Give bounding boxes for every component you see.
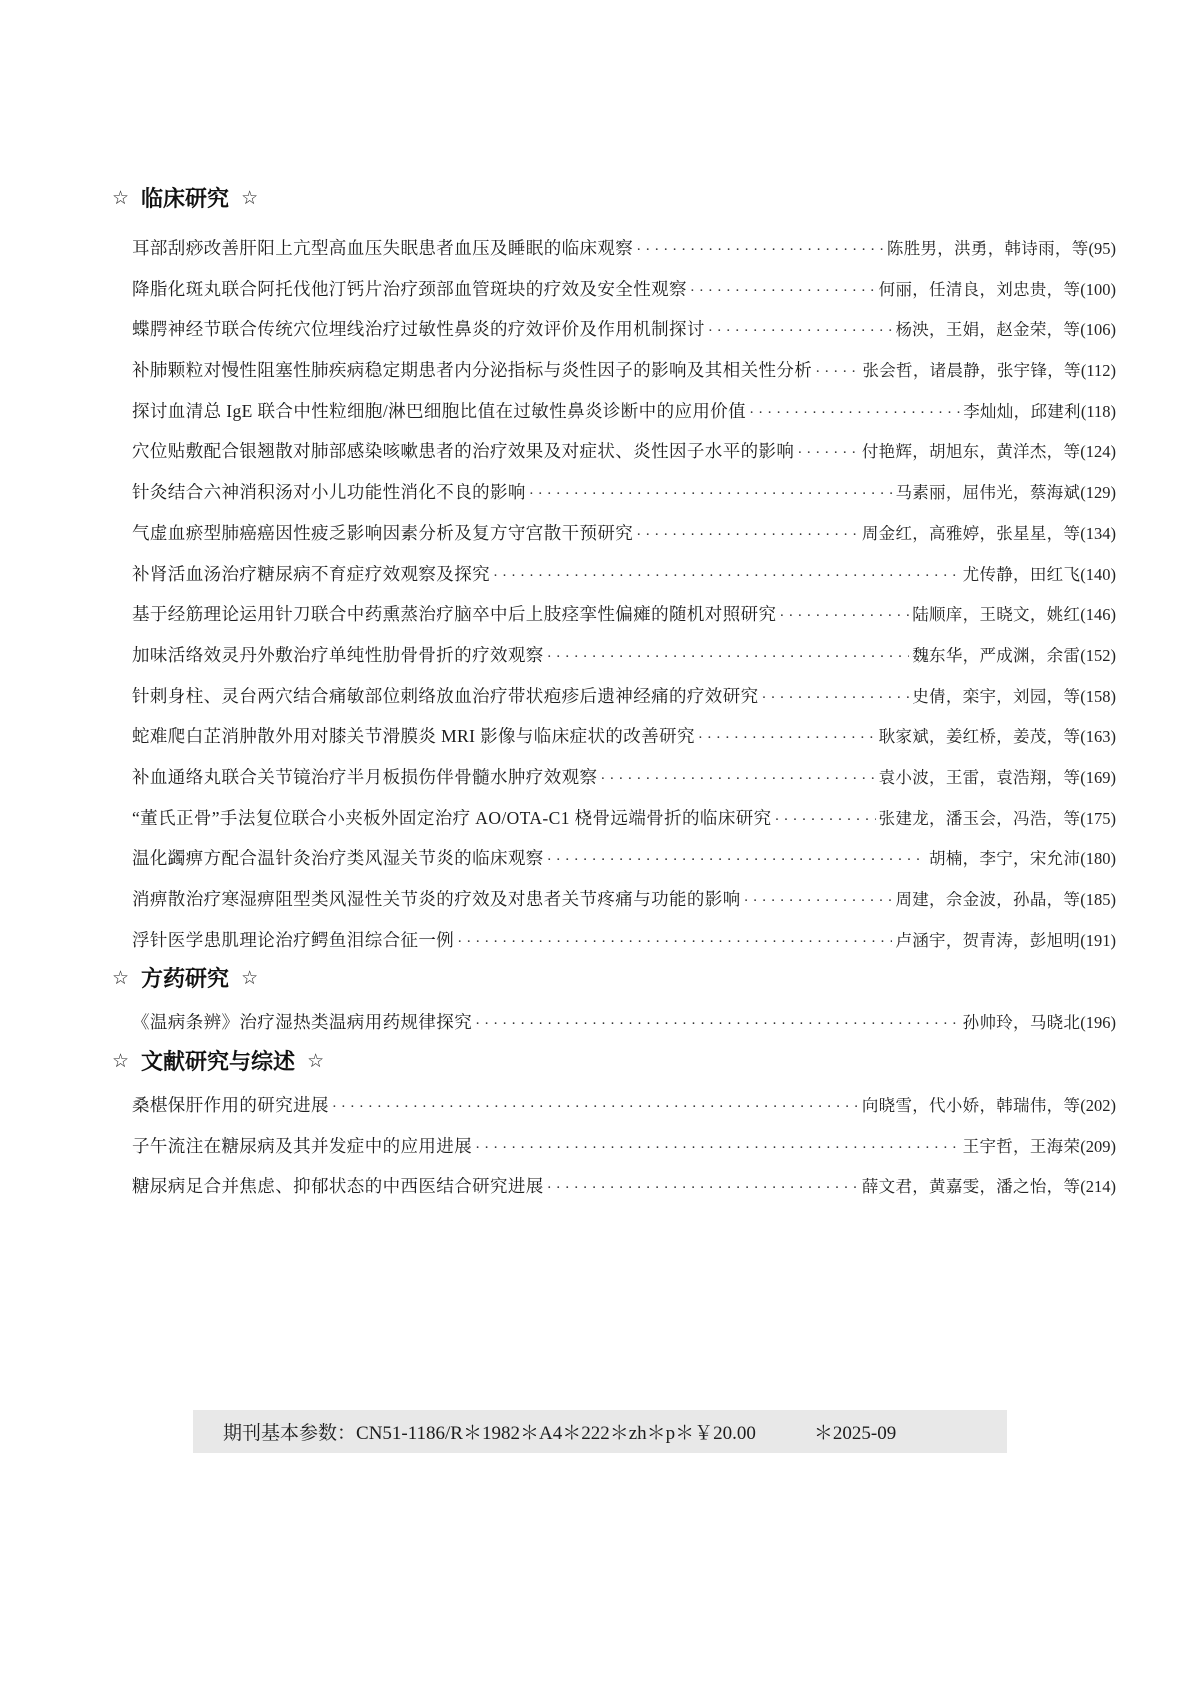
dot-leader <box>636 515 859 554</box>
article-title: 针刺身柱、灵台两穴结合痛敏部位刺络放血治疗带状疱疹后遗神经痛的疗效研究 <box>132 685 759 706</box>
article-title: 穴位贴敷配合银翘散对肺部感染咳嗽患者的治疗效果及对症状、炎性因子水平的影响 <box>132 441 795 462</box>
dot-leader <box>600 759 875 798</box>
article-page-number: (106) <box>1080 320 1116 340</box>
journal-issue: ＊2025-09 <box>813 1423 897 1444</box>
article-title: 《温病条辨》治疗湿热类温病用药规律探究 <box>132 1012 473 1033</box>
article-title: 补肾活血汤治疗糖尿病不育症疗效观察及探究 <box>132 563 490 584</box>
dot-leader <box>779 596 909 635</box>
article-page-number: (124) <box>1080 442 1116 462</box>
toc-entry <box>112 676 1116 717</box>
article-page-number: (134) <box>1080 523 1116 543</box>
article-title: 温化蠲痹方配合温针灸治疗类风湿关节炎的临床观察 <box>132 848 544 869</box>
article-authors: 史倩，栾宇，刘园，等 <box>912 686 1081 706</box>
article-authors: 王宇哲，王海荣 <box>962 1136 1081 1156</box>
star-icon: ☆ <box>241 968 259 990</box>
section-title: 临床研究 <box>141 186 230 211</box>
toc-entry <box>112 920 1116 961</box>
table-of-contents <box>112 186 1116 1207</box>
article-page-number: (209) <box>1080 1136 1116 1156</box>
article-title: 蛇难爬白芷消肿散外用对膝关节滑膜炎 MRI 影像与临床症状的改善研究 <box>132 726 695 747</box>
toc-entry <box>112 635 1116 676</box>
journal-parameters-bar <box>193 1410 1007 1453</box>
dot-leader <box>332 1087 859 1126</box>
dot-leader <box>475 1004 960 1043</box>
dot-leader <box>708 311 893 350</box>
toc-entry <box>112 309 1116 350</box>
article-title: 桑椹保肝作用的研究进展 <box>132 1095 329 1116</box>
article-title: 加味活络效灵丹外敷治疗单纯性肋骨骨折的疗效观察 <box>132 644 544 665</box>
article-page-number: (158) <box>1080 686 1116 706</box>
toc-entry <box>112 431 1116 472</box>
star-icon: ☆ <box>307 1051 325 1073</box>
dot-leader <box>636 230 884 269</box>
article-title: “董氏正骨”手法复位联合小夹板外固定治疗 AO/OTA-C1 桡骨远端骨折的临床研究 <box>132 807 772 828</box>
article-page-number: (175) <box>1080 808 1116 828</box>
article-page-number: (129) <box>1080 483 1116 503</box>
toc-entry <box>112 757 1116 798</box>
toc-entry <box>112 472 1116 513</box>
toc-entry <box>112 1166 1116 1207</box>
section-header-clinical-research <box>112 186 1116 212</box>
article-page-number: (146) <box>1080 605 1116 625</box>
article-title: 蝶腭神经节联合传统穴位埋线治疗过敏性鼻炎的疗效评价及作用机制探讨 <box>132 319 705 340</box>
section-title: 文献研究与综述 <box>141 1049 296 1075</box>
article-page-number: (140) <box>1080 564 1116 584</box>
toc-entry <box>112 594 1116 635</box>
article-page-number: (100) <box>1080 279 1116 299</box>
dot-leader <box>547 1168 859 1207</box>
article-page-number: (95) <box>1088 239 1116 258</box>
article-title: 基于经筋理论运用针刀联合中药熏蒸治疗脑卒中后上肢痉挛性偏瘫的随机对照研究 <box>132 604 777 625</box>
dot-leader <box>529 474 893 513</box>
toc-entry <box>112 1002 1116 1043</box>
article-title: 气虚血瘀型肺癌癌因性疲乏影响因素分析及复方守宫散干预研究 <box>132 522 634 543</box>
dot-leader <box>547 840 926 879</box>
toc-entry <box>112 1085 1116 1126</box>
star-icon: ☆ <box>112 188 130 209</box>
dot-leader <box>698 718 876 757</box>
article-authors: 袁小波，王雷，袁浩翔，等 <box>878 767 1081 787</box>
dot-leader <box>815 352 859 391</box>
article-authors: 孙帅玲，马晓北 <box>962 1013 1081 1033</box>
section-header-literature-review <box>112 1049 1116 1075</box>
dot-leader <box>457 922 892 961</box>
article-page-number: (180) <box>1080 849 1116 869</box>
article-page-number: (202) <box>1080 1096 1116 1116</box>
article-title: 降脂化斑丸联合阿托伐他汀钙片治疗颈部血管斑块的疗效及安全性观察 <box>132 278 687 299</box>
article-authors: 马素丽，屈伟光，蔡海斌 <box>895 483 1081 503</box>
article-page-number: (118) <box>1080 401 1116 421</box>
article-authors: 卢涵宇，贺青涛，彭旭明 <box>895 930 1081 950</box>
article-authors: 张会哲，诸晨静，张宇锋，等 <box>862 361 1081 381</box>
article-authors: 胡楠，李宁，宋允沛 <box>929 849 1081 869</box>
article-authors: 魏东华，严成渊，余雷 <box>912 645 1081 665</box>
article-authors: 杨泱，王娟，赵金荣，等 <box>895 320 1081 340</box>
article-page-number: (112) <box>1080 361 1116 381</box>
article-authors: 周建，佘金波，孙晶，等 <box>895 890 1081 909</box>
article-page-number: (185) <box>1080 890 1116 909</box>
toc-entry <box>112 838 1116 879</box>
article-page-number: (152) <box>1080 645 1116 665</box>
toc-entry <box>112 513 1116 554</box>
article-title: 子午流注在糖尿病及其并发症中的应用进展 <box>132 1135 473 1156</box>
article-authors: 薛文君，黄嘉雯，潘之怡，等 <box>861 1177 1081 1197</box>
article-page-number: (163) <box>1080 727 1116 747</box>
toc-entry <box>112 798 1116 839</box>
section-title: 方药研究 <box>141 966 230 992</box>
article-page-number: (214) <box>1080 1177 1116 1197</box>
journal-parameters-value: CN51-1186/R＊1982＊A4＊222＊zh＊p＊￥20.00 <box>356 1423 756 1444</box>
article-authors: 李灿灿，邱建利 <box>963 401 1081 421</box>
star-icon: ☆ <box>112 968 130 990</box>
article-title: 消痹散治疗寒湿痹阻型类风湿性关节炎的疗效及对患者关节疼痛与功能的影响 <box>132 889 741 909</box>
toc-entry <box>112 350 1116 391</box>
article-page-number: (196) <box>1080 1013 1116 1033</box>
dot-leader <box>744 881 893 920</box>
article-authors: 陆顺庠，王晓文，姚红 <box>912 605 1081 625</box>
star-icon: ☆ <box>112 1051 130 1073</box>
article-title: 补血通络丸联合关节镜治疗半月板损伤伴骨髓水肿疗效观察 <box>132 766 598 787</box>
dot-leader <box>762 678 910 717</box>
dot-leader <box>475 1128 960 1167</box>
article-title: 耳部刮痧改善肝阳上亢型高血压失眠患者血压及睡眠的临床观察 <box>132 238 634 258</box>
article-title: 糖尿病足合并焦虑、抑郁状态的中西医结合研究进展 <box>132 1176 544 1197</box>
article-title: 补肺颗粒对慢性阻塞性肺疾病稳定期患者内分泌指标与炎性因子的影响及其相关性分析 <box>132 360 813 381</box>
dot-leader <box>775 800 876 839</box>
toc-entry <box>112 879 1116 920</box>
article-authors: 陈胜男，洪勇，韩诗雨，等 <box>886 239 1089 258</box>
toc-entry <box>112 1126 1116 1167</box>
toc-entry <box>112 269 1116 310</box>
article-authors: 尤传静，田红飞 <box>962 564 1081 584</box>
article-authors: 付艳辉，胡旭东，黄洋杰，等 <box>861 442 1081 462</box>
article-title: 探讨血清总 IgE 联合中性粒细胞/淋巴细胞比值在过敏性鼻炎诊断中的应用价值 <box>132 400 747 421</box>
journal-parameters-label: 期刊基本参数： <box>223 1423 357 1444</box>
article-title: 浮针医学患肌理论治疗鳄鱼泪综合征一例 <box>132 929 455 950</box>
star-icon: ☆ <box>241 188 259 209</box>
article-authors: 周金红，高雅婷，张星星，等 <box>861 523 1081 543</box>
article-title: 针灸结合六神消积汤对小儿功能性消化不良的影响 <box>132 482 526 503</box>
article-authors: 张建龙，潘玉会，冯浩，等 <box>878 808 1081 828</box>
toc-entry <box>112 716 1116 757</box>
section-header-formula-research <box>112 966 1116 992</box>
dot-leader <box>547 637 910 676</box>
toc-entry <box>112 554 1116 595</box>
article-authors: 耿家斌，姜红桥，姜茂，等 <box>878 727 1081 747</box>
dot-leader <box>749 393 960 432</box>
dot-leader <box>690 271 876 310</box>
dot-leader <box>797 433 859 472</box>
article-page-number: (169) <box>1080 767 1116 787</box>
article-authors: 何丽，任清良，刘忠贵，等 <box>878 279 1081 299</box>
toc-entry <box>112 228 1116 269</box>
article-page-number: (191) <box>1080 930 1116 950</box>
article-authors: 向晓雪，代小娇，韩瑞伟，等 <box>861 1096 1081 1116</box>
toc-entry <box>112 391 1116 432</box>
dot-leader <box>493 556 960 595</box>
